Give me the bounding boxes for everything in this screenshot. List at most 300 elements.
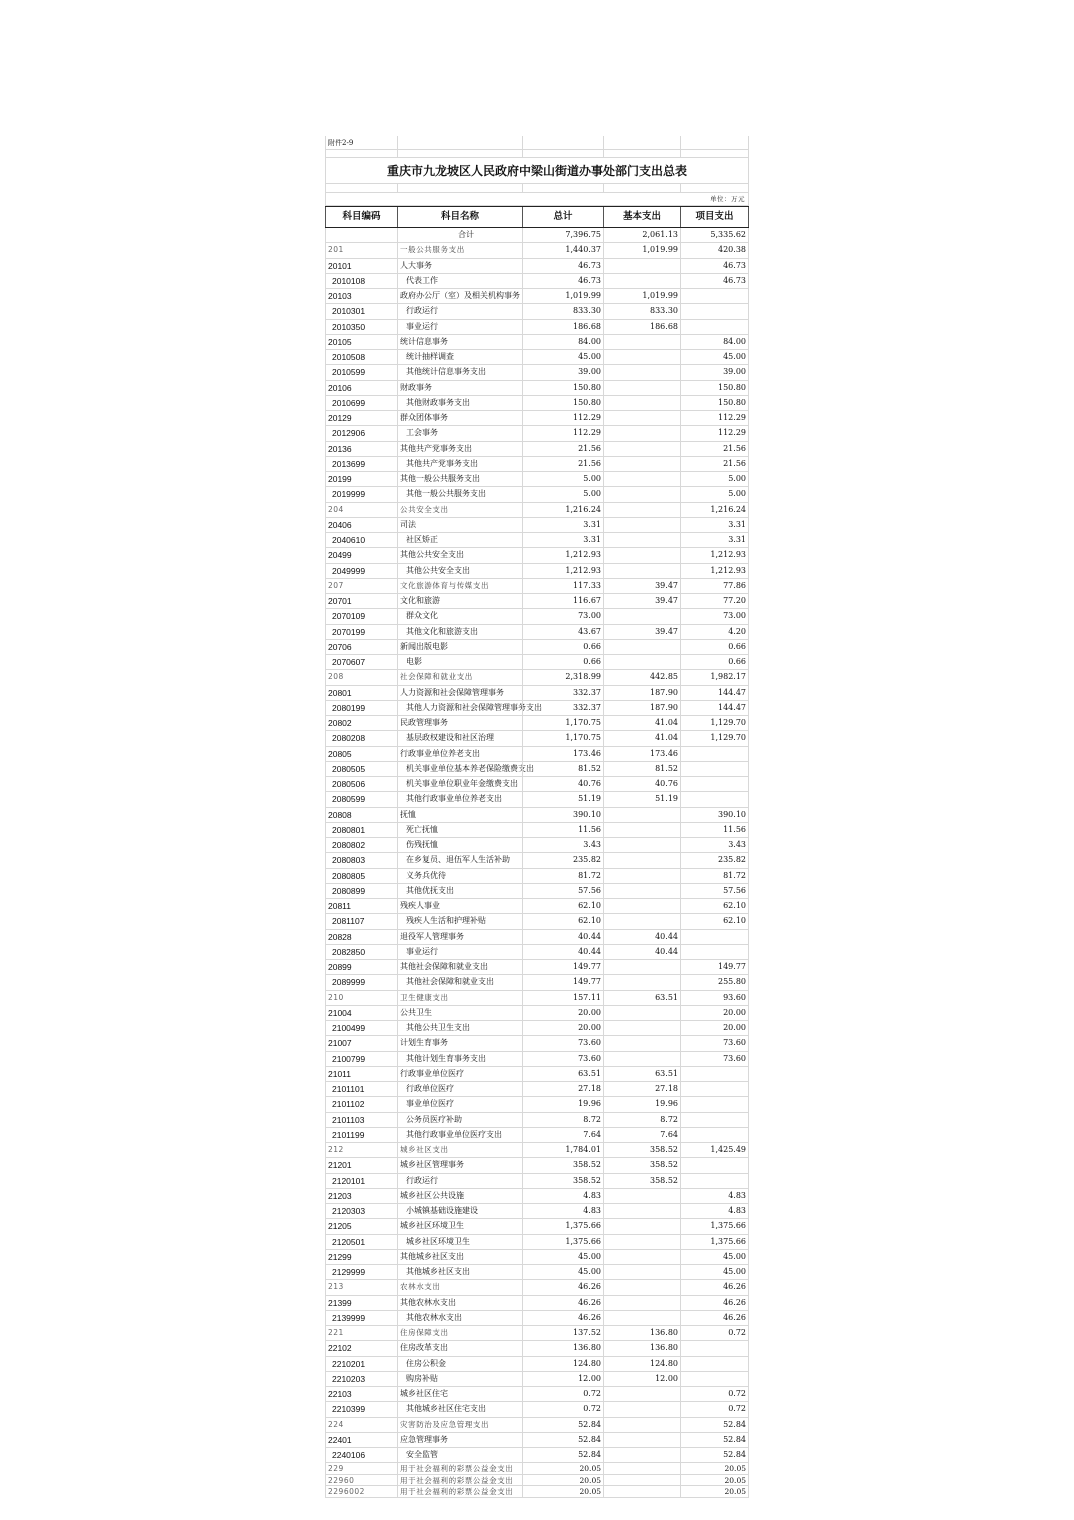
- row-total: 45.00: [522, 1250, 603, 1264]
- row-project: 150.80: [680, 396, 749, 410]
- row-code: 2010301: [325, 304, 397, 318]
- row-name: 义务兵优待: [397, 869, 522, 883]
- table-row: [325, 655, 749, 670]
- table-row: [325, 1189, 749, 1204]
- table-row: [325, 1174, 749, 1189]
- row-project: 0.66: [680, 655, 749, 669]
- table-row: [325, 1097, 749, 1112]
- row-name: 住房保障支出: [397, 1326, 522, 1340]
- row-basic: [603, 442, 680, 456]
- row-total: 1,212.93: [522, 548, 603, 562]
- row-project: 3.31: [680, 518, 749, 532]
- row-code: 2070607: [325, 655, 397, 669]
- row-total: 332.37: [522, 701, 603, 715]
- row-total: 1,375.66: [522, 1219, 603, 1233]
- table-row: [325, 396, 749, 411]
- table-row: [325, 564, 749, 579]
- row-project: 390.10: [680, 808, 749, 822]
- row-basic: [603, 975, 680, 989]
- row-project: 52.84: [680, 1433, 749, 1447]
- row-basic: [603, 274, 680, 288]
- row-name: 其他公共安全支出: [397, 564, 522, 578]
- row-project: 420.38: [680, 243, 749, 257]
- row-project: [680, 777, 749, 791]
- row-basic: [603, 1418, 680, 1432]
- row-code: 2129999: [325, 1265, 397, 1279]
- row-code: 20828: [325, 930, 397, 944]
- table-row: [325, 381, 749, 396]
- row-project: [680, 1372, 749, 1386]
- row-code: 207: [325, 579, 397, 593]
- row-total: 1,784.01: [522, 1143, 603, 1157]
- row-code: 2070199: [325, 625, 397, 639]
- row-name: 民政管理事务: [397, 716, 522, 730]
- row-project: 73.60: [680, 1036, 749, 1050]
- table-row: [325, 792, 749, 807]
- row-code: 2240106: [325, 1448, 397, 1462]
- total-project: 5,335.62: [680, 228, 749, 242]
- row-project: 150.80: [680, 381, 749, 395]
- row-code: 22103: [325, 1387, 397, 1401]
- row-project: 62.10: [680, 914, 749, 928]
- table-row: [325, 457, 749, 472]
- row-basic: [603, 518, 680, 532]
- row-code: 2019999: [325, 487, 397, 501]
- row-basic: [603, 1052, 680, 1066]
- row-project: 45.00: [680, 1265, 749, 1279]
- row-name: 其他优抚支出: [397, 884, 522, 898]
- table-row: [325, 1402, 749, 1417]
- row-name: 行政事业单位医疗: [397, 1067, 522, 1081]
- row-total: 137.52: [522, 1326, 603, 1340]
- row-basic: [603, 838, 680, 852]
- row-code: 2070109: [325, 609, 397, 623]
- table-row: [325, 548, 749, 563]
- table-row: [325, 335, 749, 350]
- table-row: [325, 1418, 749, 1433]
- row-project: 11.56: [680, 823, 749, 837]
- row-name: 电影: [397, 655, 522, 669]
- row-total: 46.73: [522, 259, 603, 273]
- row-basic: [603, 411, 680, 425]
- row-name: 应急管理事务: [397, 1433, 522, 1447]
- row-name: 城乡社区环境卫生: [397, 1219, 522, 1233]
- row-basic: [603, 1296, 680, 1310]
- row-name: 其他共产党事务支出: [397, 457, 522, 471]
- row-total: 46.26: [522, 1311, 603, 1325]
- total-sum: 7,396.75: [522, 228, 603, 242]
- row-name: 用于社会福利的彩票公益金支出: [397, 1463, 522, 1474]
- row-basic: 8.72: [603, 1113, 680, 1127]
- row-code: 2089999: [325, 975, 397, 989]
- row-basic: 63.51: [603, 991, 680, 1005]
- row-basic: [603, 457, 680, 471]
- column-header-code: 科目编码: [325, 207, 397, 227]
- table-row: [325, 975, 749, 990]
- row-name: 其他人力资源和社会保障管理事务支出: [397, 701, 522, 715]
- table-row: [325, 853, 749, 868]
- row-basic: 40.44: [603, 945, 680, 959]
- row-project: [680, 1113, 749, 1127]
- row-code: 20706: [325, 640, 397, 654]
- row-total: 20.00: [522, 1021, 603, 1035]
- table-row: [325, 899, 749, 914]
- row-name: 农林水支出: [397, 1280, 522, 1294]
- row-basic: [603, 1448, 680, 1462]
- row-name: 安全监管: [397, 1448, 522, 1462]
- table-row: [325, 869, 749, 884]
- row-name: 城乡社区支出: [397, 1143, 522, 1157]
- row-basic: [603, 823, 680, 837]
- column-header-basic: 基本支出: [603, 207, 680, 227]
- row-total: 4.83: [522, 1189, 603, 1203]
- table-row: [325, 1113, 749, 1128]
- row-project: 84.00: [680, 335, 749, 349]
- row-name: 其他社会保障和就业支出: [397, 975, 522, 989]
- row-name: 其他公共安全支出: [397, 548, 522, 562]
- row-name: 其他计划生育事务支出: [397, 1052, 522, 1066]
- row-basic: [603, 1463, 680, 1474]
- row-code: 201: [325, 243, 397, 257]
- row-name: 公共卫生: [397, 1006, 522, 1020]
- row-project: 39.00: [680, 365, 749, 379]
- row-total: 73.60: [522, 1036, 603, 1050]
- row-basic: [603, 1219, 680, 1233]
- row-code: 2013699: [325, 457, 397, 471]
- row-name: 机关事业单位基本养老保险缴费支出: [397, 762, 522, 776]
- row-total: 3.31: [522, 533, 603, 547]
- table-row: [325, 1204, 749, 1219]
- table-body: [325, 243, 749, 1463]
- table-row: [325, 884, 749, 899]
- row-basic: [603, 365, 680, 379]
- table-row: [325, 1265, 749, 1280]
- row-basic: 124.80: [603, 1357, 680, 1371]
- row-total: 186.68: [522, 320, 603, 334]
- table-row: [325, 930, 749, 945]
- row-basic: 136.80: [603, 1341, 680, 1355]
- table-row: [325, 1219, 749, 1234]
- row-code: 2010599: [325, 365, 397, 379]
- row-project: 45.00: [680, 350, 749, 364]
- row-total: 390.10: [522, 808, 603, 822]
- row-basic: [603, 1486, 680, 1497]
- row-total: 1,375.66: [522, 1235, 603, 1249]
- row-basic: [603, 1036, 680, 1050]
- table-row: [325, 945, 749, 960]
- row-code: 2080599: [325, 792, 397, 806]
- row-project: 5.00: [680, 487, 749, 501]
- row-total: 117.33: [522, 579, 603, 593]
- table-row: [325, 1341, 749, 1356]
- row-basic: [603, 396, 680, 410]
- row-name: 新闻出版电影: [397, 640, 522, 654]
- row-total: 40.76: [522, 777, 603, 791]
- row-name: 事业运行: [397, 945, 522, 959]
- row-project: 4.83: [680, 1189, 749, 1203]
- row-basic: [603, 899, 680, 913]
- row-code: 210: [325, 991, 397, 1005]
- row-code: 2080505: [325, 762, 397, 776]
- row-code: 2296002: [325, 1486, 397, 1497]
- row-total: 136.80: [522, 1341, 603, 1355]
- row-name: 文化旅游体育与传媒支出: [397, 579, 522, 593]
- row-basic: 136.80: [603, 1326, 680, 1340]
- row-total: 1,216.24: [522, 503, 603, 517]
- row-project: 255.80: [680, 975, 749, 989]
- row-project: [680, 1128, 749, 1142]
- row-project: 62.10: [680, 899, 749, 913]
- row-basic: [603, 564, 680, 578]
- column-header-row: [325, 206, 749, 228]
- row-basic: [603, 1235, 680, 1249]
- row-basic: [603, 808, 680, 822]
- row-total: 1,170.75: [522, 731, 603, 745]
- row-project: 0.72: [680, 1402, 749, 1416]
- row-code: 20811: [325, 899, 397, 913]
- row-basic: 51.19: [603, 792, 680, 806]
- attachment-row: [325, 136, 749, 150]
- row-total: 4.83: [522, 1204, 603, 1218]
- row-basic: [603, 487, 680, 501]
- row-total: 52.84: [522, 1418, 603, 1432]
- row-total: 81.72: [522, 869, 603, 883]
- row-basic: [603, 548, 680, 562]
- row-code: 22102: [325, 1341, 397, 1355]
- row-project: 46.73: [680, 274, 749, 288]
- row-project: 112.29: [680, 426, 749, 440]
- row-total: 358.52: [522, 1158, 603, 1172]
- row-code: 2120303: [325, 1204, 397, 1218]
- row-code: 20105: [325, 335, 397, 349]
- row-project: 5.00: [680, 472, 749, 486]
- table-row: [325, 1387, 749, 1402]
- row-code: 2101103: [325, 1113, 397, 1127]
- table-row: [325, 304, 749, 319]
- row-name: 其他农林水支出: [397, 1311, 522, 1325]
- row-basic: 41.04: [603, 731, 680, 745]
- table-row: [325, 533, 749, 548]
- row-basic: 81.52: [603, 762, 680, 776]
- row-code: 2012906: [325, 426, 397, 440]
- row-total: 150.80: [522, 396, 603, 410]
- total-basic: 2,061.13: [603, 228, 680, 242]
- row-project: 144.47: [680, 701, 749, 715]
- row-code: 22960: [325, 1475, 397, 1486]
- row-name: 其他共产党事务支出: [397, 442, 522, 456]
- row-project: 1,129.70: [680, 731, 749, 745]
- row-basic: [603, 1402, 680, 1416]
- row-code: 208: [325, 670, 397, 684]
- row-code: 2120101: [325, 1174, 397, 1188]
- row-total: 2,318.99: [522, 670, 603, 684]
- row-project: 0.72: [680, 1387, 749, 1401]
- row-project: 20.05: [680, 1475, 749, 1486]
- table-row: [325, 1067, 749, 1082]
- table-row: [325, 243, 749, 258]
- row-name: 其他统计信息事务支出: [397, 365, 522, 379]
- row-name: 群众团体事务: [397, 411, 522, 425]
- row-code: 21004: [325, 1006, 397, 1020]
- table-row: [325, 1250, 749, 1265]
- row-total: 5.00: [522, 472, 603, 486]
- row-code: 20101: [325, 259, 397, 273]
- row-total: 1,440.37: [522, 243, 603, 257]
- row-project: 77.20: [680, 594, 749, 608]
- row-code: 2080199: [325, 701, 397, 715]
- row-basic: [603, 259, 680, 273]
- row-basic: [603, 1204, 680, 1218]
- row-name: 城乡社区住宅: [397, 1387, 522, 1401]
- row-name: 其他一般公共服务支出: [397, 472, 522, 486]
- row-basic: [603, 1433, 680, 1447]
- row-name: 死亡抚恤: [397, 823, 522, 837]
- row-total: 112.29: [522, 411, 603, 425]
- row-code: 21205: [325, 1219, 397, 1233]
- row-total: 40.44: [522, 945, 603, 959]
- row-total: 3.43: [522, 838, 603, 852]
- unit-label: 单位：万元: [325, 193, 749, 205]
- row-code: 20899: [325, 960, 397, 974]
- row-total: 0.66: [522, 655, 603, 669]
- row-total: 45.00: [522, 1265, 603, 1279]
- row-name: 其他城乡社区支出: [397, 1265, 522, 1279]
- row-basic: [603, 853, 680, 867]
- row-basic: 39.47: [603, 594, 680, 608]
- row-basic: [603, 350, 680, 364]
- row-code: 21399: [325, 1296, 397, 1310]
- row-project: 45.00: [680, 1250, 749, 1264]
- row-code: 20499: [325, 548, 397, 562]
- row-project: [680, 1097, 749, 1111]
- row-total: 116.67: [522, 594, 603, 608]
- row-code: 20805: [325, 747, 397, 761]
- row-basic: [603, 426, 680, 440]
- table-row: [325, 1235, 749, 1250]
- row-code: 2080803: [325, 853, 397, 867]
- row-total: 124.80: [522, 1357, 603, 1371]
- row-project: 21.56: [680, 442, 749, 456]
- row-code: 2120501: [325, 1235, 397, 1249]
- table-row: [325, 1006, 749, 1021]
- row-basic: [603, 1265, 680, 1279]
- row-basic: 40.76: [603, 777, 680, 791]
- row-project: 81.72: [680, 869, 749, 883]
- row-basic: [603, 914, 680, 928]
- row-code: 2010108: [325, 274, 397, 288]
- row-total: 12.00: [522, 1372, 603, 1386]
- row-total: 20.05: [522, 1475, 603, 1486]
- row-project: [680, 762, 749, 776]
- row-project: 46.26: [680, 1311, 749, 1325]
- row-project: 20.05: [680, 1486, 749, 1497]
- row-project: [680, 1067, 749, 1081]
- row-name: 社区矫正: [397, 533, 522, 547]
- row-basic: 358.52: [603, 1143, 680, 1157]
- table-row: [325, 1311, 749, 1326]
- row-name: 住房公积金: [397, 1357, 522, 1371]
- row-project: 1,425.49: [680, 1143, 749, 1157]
- row-name: 行政单位医疗: [397, 1082, 522, 1096]
- table-row: [325, 1280, 749, 1295]
- table-row: [325, 960, 749, 975]
- column-header-name: 科目名称: [397, 207, 522, 227]
- table-row: [325, 274, 749, 289]
- row-name: 计划生育事务: [397, 1036, 522, 1050]
- row-project: 93.60: [680, 991, 749, 1005]
- row-basic: 41.04: [603, 716, 680, 730]
- table-row: [325, 808, 749, 823]
- row-project: 4.83: [680, 1204, 749, 1218]
- row-project: 52.84: [680, 1448, 749, 1462]
- row-code: 2080208: [325, 731, 397, 745]
- row-total: 52.84: [522, 1433, 603, 1447]
- table-row: [325, 991, 749, 1006]
- row-total: 149.77: [522, 975, 603, 989]
- row-project: 1,375.66: [680, 1219, 749, 1233]
- row-total: 43.67: [522, 625, 603, 639]
- row-code: 2081107: [325, 914, 397, 928]
- table-row: [325, 1021, 749, 1036]
- table-row: [325, 1143, 749, 1158]
- row-basic: [603, 381, 680, 395]
- row-basic: [603, 1280, 680, 1294]
- row-project: 112.29: [680, 411, 749, 425]
- row-project: [680, 1357, 749, 1371]
- row-basic: 27.18: [603, 1082, 680, 1096]
- row-basic: 1,019.99: [603, 243, 680, 257]
- row-total: 51.19: [522, 792, 603, 806]
- row-total: 157.11: [522, 991, 603, 1005]
- row-project: 3.43: [680, 838, 749, 852]
- row-basic: 12.00: [603, 1372, 680, 1386]
- row-code: 21201: [325, 1158, 397, 1172]
- row-code: 20801: [325, 686, 397, 700]
- row-project: 57.56: [680, 884, 749, 898]
- table-row: [325, 625, 749, 640]
- row-code: 224: [325, 1418, 397, 1432]
- row-code: 204: [325, 503, 397, 517]
- table-row: [325, 579, 749, 594]
- row-project: 20.00: [680, 1021, 749, 1035]
- table-row: [325, 640, 749, 655]
- row-basic: 833.30: [603, 304, 680, 318]
- row-total: 73.60: [522, 1052, 603, 1066]
- row-basic: 63.51: [603, 1067, 680, 1081]
- row-code: 2040610: [325, 533, 397, 547]
- row-basic: [603, 1250, 680, 1264]
- row-project: 20.00: [680, 1006, 749, 1020]
- row-code: 2080802: [325, 838, 397, 852]
- blank-row: [325, 150, 749, 158]
- column-header-project: 项目支出: [680, 207, 749, 227]
- row-name: 行政运行: [397, 304, 522, 318]
- row-basic: [603, 335, 680, 349]
- row-total: 27.18: [522, 1082, 603, 1096]
- row-name: 残疾人生活和护理补贴: [397, 914, 522, 928]
- table-row: [325, 320, 749, 335]
- row-code: 2101101: [325, 1082, 397, 1096]
- row-project: 4.20: [680, 625, 749, 639]
- row-code: 20129: [325, 411, 397, 425]
- table-row: [325, 1357, 749, 1372]
- table-row: [325, 1486, 749, 1498]
- table-row: [325, 1326, 749, 1341]
- row-total: 0.66: [522, 640, 603, 654]
- row-project: 1,375.66: [680, 1235, 749, 1249]
- row-name: 公务员医疗补助: [397, 1113, 522, 1127]
- table-row: [325, 350, 749, 365]
